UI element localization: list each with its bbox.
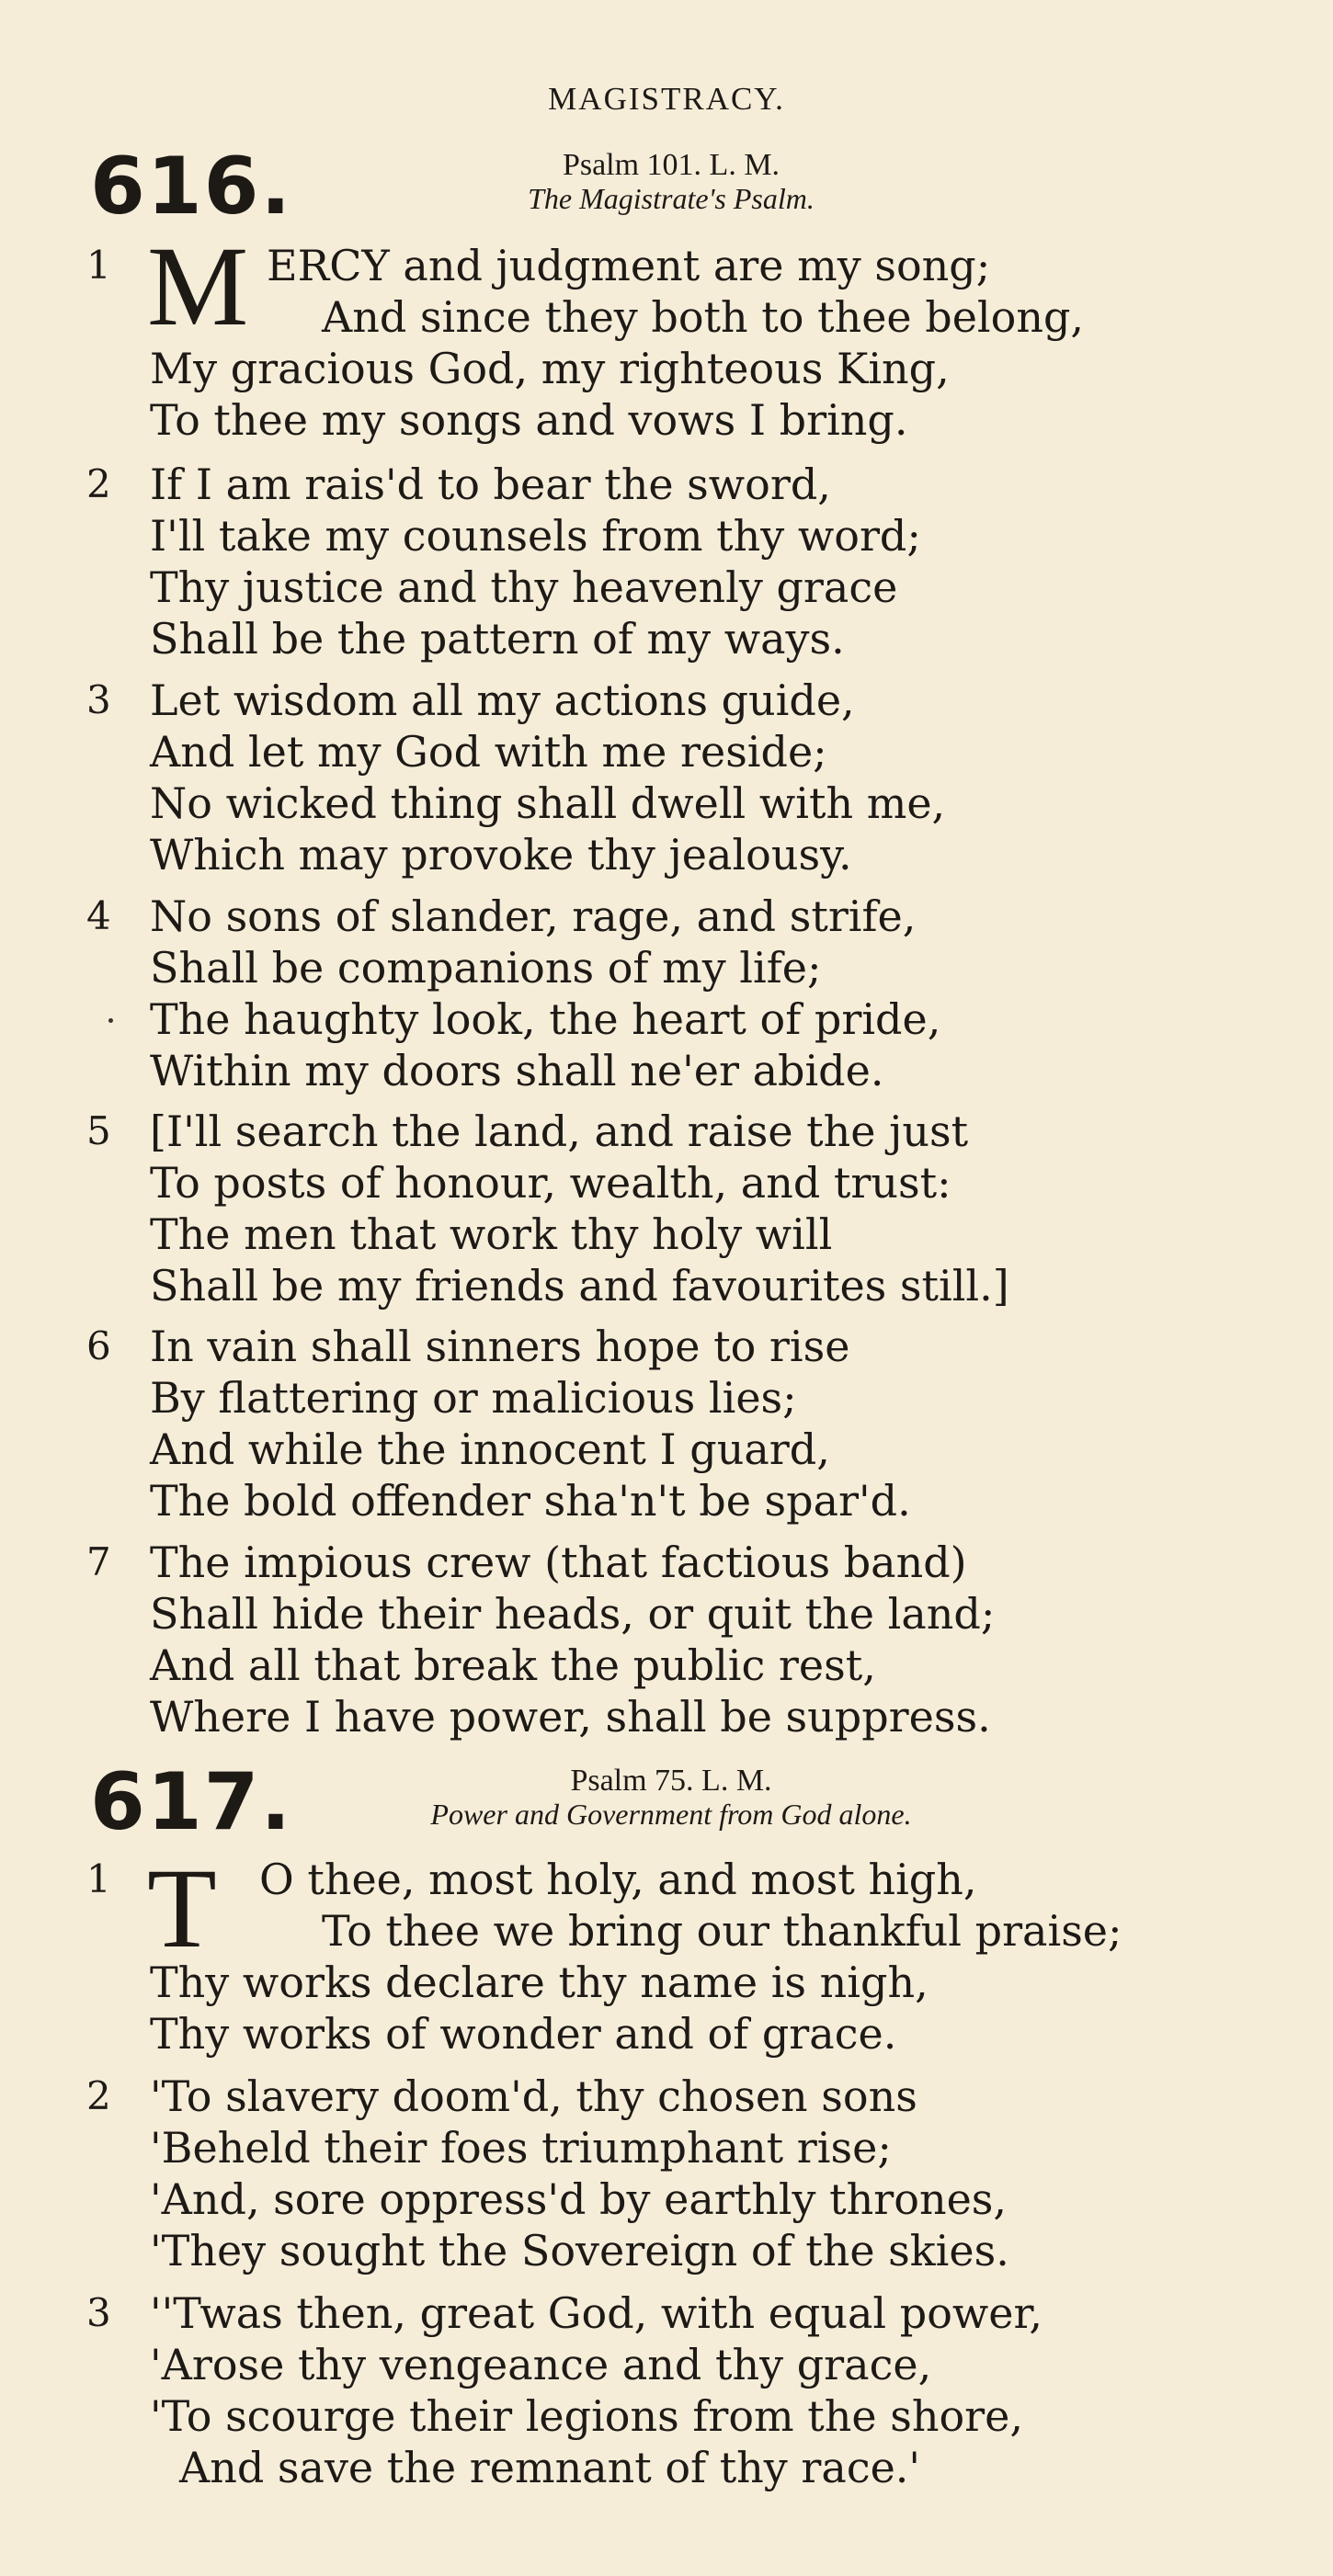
- verse-line: 'To scourge their legions from the shore,: [150, 2391, 1024, 2441]
- verse-number: 1: [86, 243, 111, 288]
- verse-number: 5: [86, 1108, 111, 1153]
- verse-line: And all that break the public rest,: [150, 1640, 876, 1690]
- verse-line: 'To slavery doom'd, thy chosen sons: [150, 2071, 917, 2121]
- verse-line: To posts of honour, wealth, and trust:: [150, 1158, 951, 1208]
- psalm-reference: Psalm 75. L. M.: [570, 1764, 772, 1798]
- verse-line: Within my doors shall ne'er abide.: [150, 1046, 884, 1095]
- verse-number: 1: [86, 1856, 111, 1901]
- verse-line: The men that work thy holy will: [150, 1209, 833, 1259]
- verse-line: Where I have power, shall be suppress.: [150, 1692, 991, 1742]
- verse-number: 4: [86, 893, 111, 938]
- verse-line: And let my God with me reside;: [150, 727, 827, 777]
- verse-number: 3: [86, 677, 111, 722]
- verse-line: The impious crew (that factious band): [150, 1538, 967, 1587]
- verse-line: In vain shall sinners hope to rise: [150, 1322, 850, 1371]
- verse-line: Which may provoke thy jealousy.: [150, 830, 852, 879]
- verse-number: 2: [86, 461, 111, 506]
- verse-line: No wicked thing shall dwell with me,: [150, 778, 946, 828]
- hymn-617-header: [0, 1756, 1333, 1848]
- verse-line: Let wisdom all my actions guide,: [150, 675, 855, 725]
- verse-line: Shall hide their heads, or quit the land;: [150, 1589, 996, 1639]
- verse-line: 'Arose thy vengeance and thy grace,: [150, 2340, 932, 2389]
- verse-line: 'And, sore oppress'd by earthly thrones,: [150, 2174, 1008, 2224]
- verse-line: Thy justice and thy heavenly grace: [150, 562, 898, 612]
- margin-dot: [108, 1018, 113, 1023]
- hymn-number: 617.: [90, 1756, 293, 1848]
- verse-line: O thee, most holy, and most high,: [259, 1855, 977, 1904]
- hymn-616-header: [0, 141, 1333, 233]
- verse-line: To thee we bring our thankful praise;: [322, 1906, 1122, 1956]
- verse-line: Shall be my friends and favourites still.]: [150, 1261, 1009, 1311]
- verse-line: Shall be the pattern of my ways.: [150, 614, 845, 664]
- verse-line: I'll take my counsels from thy word;: [150, 511, 921, 561]
- verse-line: If I am rais'd to bear the sword,: [150, 460, 831, 509]
- verse-line: The haughty look, the heart of pride,: [150, 994, 941, 1044]
- verse-line: And since they both to thee belong,: [322, 292, 1085, 342]
- verse-line: No sons of slander, rage, and strife,: [150, 891, 917, 941]
- verse-line: ERCY and judgment are my song;: [267, 241, 991, 290]
- verse-line: The bold offender sha'n't be spar'd.: [150, 1476, 911, 1526]
- drop-cap: M: [147, 223, 249, 349]
- verse-number: 2: [86, 2073, 111, 2118]
- verse-line: To thee my songs and vows I bring.: [150, 395, 908, 445]
- verse-line: Thy works of wonder and of grace.: [150, 2009, 897, 2059]
- verse-line: My gracious God, my righteous King,: [150, 344, 950, 393]
- verse-line: And save the remnant of thy race.': [179, 2443, 921, 2492]
- verse-line: [I'll search the land, and raise the just: [150, 1106, 969, 1156]
- verse-line: By flattering or malicious lies;: [150, 1373, 797, 1423]
- verse-number: 6: [86, 1323, 111, 1368]
- hymn-meta: [349, 149, 993, 215]
- hymn-meta: [349, 1765, 993, 1831]
- hymn-subtitle: Power and Government from God alone.: [430, 1798, 912, 1831]
- verse-line: ''Twas then, great God, with equal power,: [150, 2288, 1043, 2338]
- verse-number: 7: [86, 1539, 111, 1584]
- verse-line: And while the innocent I guard,: [150, 1424, 830, 1474]
- hymn-number: 616.: [90, 141, 293, 233]
- verse-line: Thy works declare thy name is nigh,: [150, 1958, 929, 2007]
- verse-line: 'They sought the Sovereign of the skies.: [150, 2226, 1009, 2275]
- running-head: MAGISTRACY.: [548, 81, 785, 117]
- verse-line: 'Beheld their foes triumphant rise;: [150, 2123, 892, 2173]
- hymn-subtitle: The Magistrate's Psalm.: [528, 182, 815, 215]
- drop-cap: T: [147, 1845, 217, 1971]
- psalm-reference: Psalm 101. L. M.: [562, 148, 780, 182]
- verse-line: Shall be companions of my life;: [150, 943, 822, 993]
- verse-number: 3: [86, 2290, 111, 2335]
